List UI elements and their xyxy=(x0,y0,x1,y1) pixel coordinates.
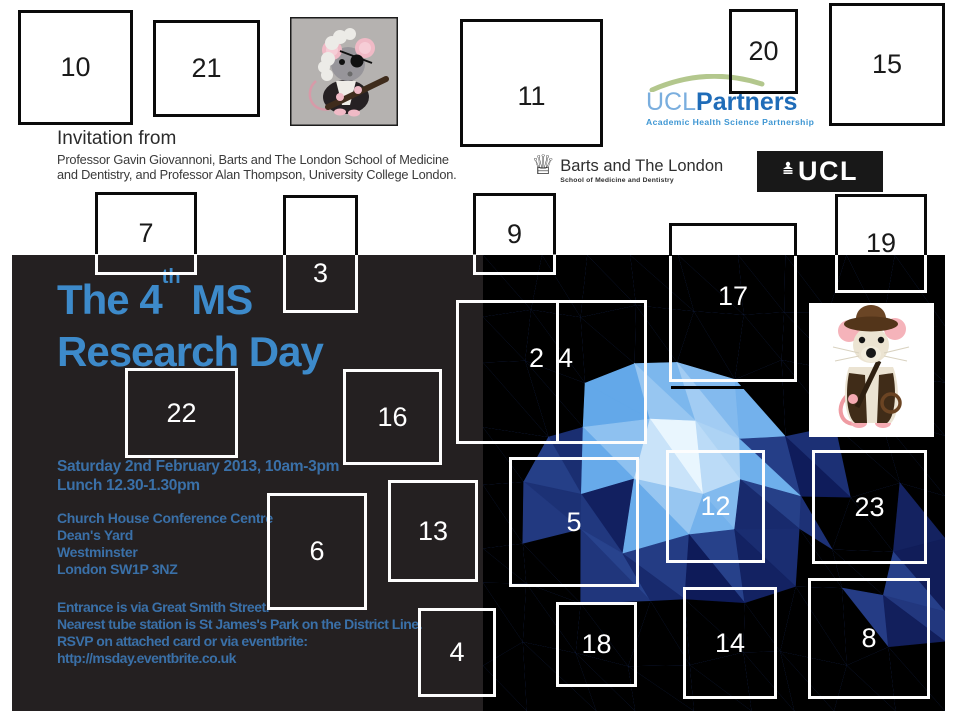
annotation-box-11[interactable]: 11 xyxy=(460,19,603,147)
flyer-date: Saturday 2nd February 2013, 10am-3pm Lunch 12.30-1.30pm xyxy=(57,458,340,494)
annotation-box-5[interactable]: 5 xyxy=(509,457,639,587)
flyer-title-line2: Research Day xyxy=(57,328,323,375)
annotation-box-18[interactable]: 18 xyxy=(556,602,637,687)
annotation-box-3[interactable]: 3 xyxy=(283,195,358,313)
annotation-box-22[interactable]: 22 xyxy=(125,368,238,458)
flyer-venue: Church House Conference Centre Dean's Yard Westminster London SW1P 3NZ xyxy=(57,510,273,577)
uclpartners-ucl-text: UCL xyxy=(646,88,697,116)
annotation-box-4[interactable]: 4 xyxy=(418,608,496,697)
annotation-box-16[interactable]: 16 xyxy=(343,369,442,465)
annotation-box-12[interactable]: 12 xyxy=(666,450,765,563)
annotation-box-14[interactable]: 14 xyxy=(683,587,777,699)
barts-crown-icon: ♕ xyxy=(531,150,556,180)
flyer-info: Entrance is via Great Smith Street. Nearest tube station is St James's Park on the District Line. RSVP on attached card or via eventbrite: http://msday.eventbrite.co.uk xyxy=(57,599,422,666)
flyer-title: The 4th MS Research Day xyxy=(57,267,323,378)
annotation-box-7[interactable]: 7 xyxy=(95,192,197,275)
annotation-box-2[interactable]: 2 xyxy=(456,300,647,444)
annotation-box-8[interactable]: 8 xyxy=(808,578,930,699)
invitation-line: Professor Gavin Giovannoni, Barts and The London School of Medicine xyxy=(57,152,449,167)
invitation-line: and Dentistry, and Professor Alan Thompson, University College London. xyxy=(57,166,457,182)
barts-name: Barts and The London xyxy=(560,157,724,175)
flyer-eventbrite-url: http://msday.eventbrite.co.uk xyxy=(57,650,236,666)
annotation-box-21[interactable]: 21 xyxy=(153,20,260,117)
annotation-box-15[interactable]: 15 xyxy=(829,3,945,126)
uclpartners-tagline: Academic Health Science Partnership xyxy=(646,117,815,127)
annotation-box-13[interactable]: 13 xyxy=(388,480,478,582)
ucl-logo-text: UCL xyxy=(798,156,858,186)
annotation-box-20[interactable]: 20 xyxy=(729,9,798,94)
annotation-box-17[interactable]: 17 xyxy=(669,223,797,382)
barts-subtitle: School of Medicine and Dentistry xyxy=(560,177,674,184)
uclpartners-partners-text: Partners xyxy=(696,88,798,116)
annotation-box-6[interactable]: 6 xyxy=(267,493,367,610)
annotation-box-4[interactable]: 4 xyxy=(556,300,647,444)
annotation-box-19[interactable]: 19 xyxy=(835,194,927,293)
invitation-heading: Invitation from xyxy=(57,128,177,149)
annotation-box-9[interactable]: 9 xyxy=(473,193,556,275)
annotation-box-10[interactable]: 10 xyxy=(18,10,133,125)
annotation-box-17-underline xyxy=(671,386,798,389)
annotation-box-23[interactable]: 23 xyxy=(812,450,927,564)
